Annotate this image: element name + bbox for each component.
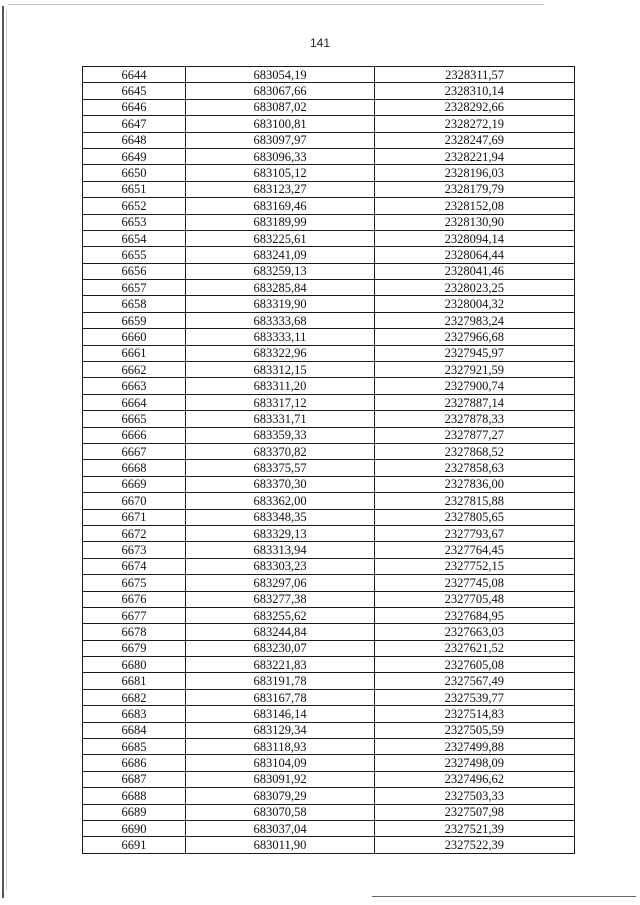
table-row [83,558,575,574]
y-coordinate-cell: 2327921,59 [375,362,575,378]
point-number-cell: 6658 [83,296,186,312]
y-coordinate-cell: 2328179,79 [375,181,575,197]
x-coordinate-cell: 683244,84 [186,624,375,640]
x-coordinate-cell: 683169,46 [186,198,375,214]
point-number-cell: 6646 [83,99,186,115]
x-coordinate-cell: 683118,93 [186,739,375,755]
y-coordinate-cell: 2327752,15 [375,558,575,574]
point-number-cell: 6653 [83,214,186,230]
point-number-cell: 6682 [83,689,186,705]
point-number-cell: 6672 [83,525,186,541]
x-coordinate-cell: 683359,33 [186,427,375,443]
point-number-cell: 6679 [83,640,186,656]
y-coordinate-cell: 2328247,69 [375,132,575,148]
y-coordinate-cell: 2327539,77 [375,689,575,705]
x-coordinate-cell: 683317,12 [186,394,375,410]
point-number-cell: 6660 [83,329,186,345]
point-number-cell: 6644 [83,67,186,83]
table-row [83,99,575,115]
x-coordinate-cell: 683241,09 [186,247,375,263]
point-number-cell: 6690 [83,820,186,836]
x-coordinate-cell: 683123,27 [186,181,375,197]
x-coordinate-cell: 683375,57 [186,460,375,476]
y-coordinate-cell: 2327663,03 [375,624,575,640]
x-coordinate-cell: 683312,15 [186,362,375,378]
x-coordinate-cell: 683322,96 [186,345,375,361]
x-coordinate-cell: 683255,62 [186,607,375,623]
x-coordinate-cell: 683319,90 [186,296,375,312]
y-coordinate-cell: 2327764,45 [375,542,575,558]
x-coordinate-cell: 683259,13 [186,263,375,279]
table-row [83,837,575,853]
x-coordinate-cell: 683230,07 [186,640,375,656]
table-row [83,673,575,689]
point-number-cell: 6673 [83,542,186,558]
table-row [83,509,575,525]
table-row [83,378,575,394]
table-row [83,771,575,787]
point-number-cell: 6665 [83,411,186,427]
table-row [83,345,575,361]
point-number-cell: 6680 [83,657,186,673]
table-row [83,689,575,705]
scan-border-left [2,6,4,898]
x-coordinate-cell: 683070,58 [186,804,375,820]
y-coordinate-cell: 2327745,08 [375,575,575,591]
point-number-cell: 6687 [83,771,186,787]
point-number-cell: 6678 [83,624,186,640]
point-number-cell: 6647 [83,116,186,132]
point-number-cell: 6684 [83,722,186,738]
y-coordinate-cell: 2327900,74 [375,378,575,394]
x-coordinate-cell: 683277,38 [186,591,375,607]
y-coordinate-cell: 2328196,03 [375,165,575,181]
point-number-cell: 6676 [83,591,186,607]
x-coordinate-cell: 683054,19 [186,67,375,83]
table-row [83,214,575,230]
table-row [83,263,575,279]
coordinates-table-body [83,67,575,854]
point-number-cell: 6677 [83,607,186,623]
point-number-cell: 6685 [83,739,186,755]
x-coordinate-cell: 683303,23 [186,558,375,574]
point-number-cell: 6668 [83,460,186,476]
table-row [83,591,575,607]
point-number-cell: 6691 [83,837,186,853]
x-coordinate-cell: 683331,71 [186,411,375,427]
point-number-cell: 6657 [83,280,186,296]
table-row [83,575,575,591]
table-row [83,230,575,246]
x-coordinate-cell: 683079,29 [186,788,375,804]
x-coordinate-cell: 683100,81 [186,116,375,132]
x-coordinate-cell: 683221,83 [186,657,375,673]
table-row [83,706,575,722]
y-coordinate-cell: 2327567,49 [375,673,575,689]
x-coordinate-cell: 683091,92 [186,771,375,787]
y-coordinate-cell: 2327815,88 [375,493,575,509]
table-row [83,624,575,640]
table-row [83,247,575,263]
x-coordinate-cell: 683370,30 [186,476,375,492]
table-row [83,443,575,459]
y-coordinate-cell: 2327498,09 [375,755,575,771]
y-coordinate-cell: 2327496,62 [375,771,575,787]
y-coordinate-cell: 2327684,95 [375,607,575,623]
y-coordinate-cell: 2327514,83 [375,706,575,722]
y-coordinate-cell: 2327793,67 [375,525,575,541]
table-row [83,755,575,771]
table-row [83,280,575,296]
y-coordinate-cell: 2327966,68 [375,329,575,345]
scan-border-top [8,4,544,5]
point-number-cell: 6648 [83,132,186,148]
x-coordinate-cell: 683348,35 [186,509,375,525]
y-coordinate-cell: 2328272,19 [375,116,575,132]
point-number-cell: 6688 [83,788,186,804]
point-number-cell: 6664 [83,394,186,410]
y-coordinate-cell: 2327983,24 [375,312,575,328]
y-coordinate-cell: 2327499,88 [375,739,575,755]
x-coordinate-cell: 683097,97 [186,132,375,148]
table-row [83,460,575,476]
table-row [83,181,575,197]
table-row [83,640,575,656]
point-number-cell: 6659 [83,312,186,328]
y-coordinate-cell: 2327503,33 [375,788,575,804]
point-number-cell: 6675 [83,575,186,591]
x-coordinate-cell: 683313,94 [186,542,375,558]
table-row [83,329,575,345]
y-coordinate-cell: 2327878,33 [375,411,575,427]
x-coordinate-cell: 683129,34 [186,722,375,738]
table-row [83,542,575,558]
point-number-cell: 6663 [83,378,186,394]
point-number-cell: 6655 [83,247,186,263]
x-coordinate-cell: 683285,84 [186,280,375,296]
table-row [83,132,575,148]
point-number-cell: 6649 [83,148,186,164]
table-row [83,83,575,99]
y-coordinate-cell: 2328221,94 [375,148,575,164]
table-row [83,722,575,738]
y-coordinate-cell: 2327805,65 [375,509,575,525]
x-coordinate-cell: 683362,00 [186,493,375,509]
y-coordinate-cell: 2328023,25 [375,280,575,296]
page-number: 141 [309,36,331,50]
point-number-cell: 6674 [83,558,186,574]
table-row [83,607,575,623]
x-coordinate-cell: 683167,78 [186,689,375,705]
point-number-cell: 6662 [83,362,186,378]
y-coordinate-cell: 2327877,27 [375,427,575,443]
x-coordinate-cell: 683067,66 [186,83,375,99]
table-row [83,788,575,804]
point-number-cell: 6689 [83,804,186,820]
x-coordinate-cell: 683333,11 [186,329,375,345]
point-number-cell: 6671 [83,509,186,525]
y-coordinate-cell: 2327522,39 [375,837,575,853]
point-number-cell: 6651 [83,181,186,197]
y-coordinate-cell: 2328311,57 [375,67,575,83]
x-coordinate-cell: 683096,33 [186,148,375,164]
x-coordinate-cell: 683104,09 [186,755,375,771]
y-coordinate-cell: 2328130,90 [375,214,575,230]
y-coordinate-cell: 2327868,52 [375,443,575,459]
x-coordinate-cell: 683311,20 [186,378,375,394]
table-row [83,525,575,541]
x-coordinate-cell: 683370,82 [186,443,375,459]
x-coordinate-cell: 683225,61 [186,230,375,246]
y-coordinate-cell: 2328292,66 [375,99,575,115]
table-row [83,362,575,378]
y-coordinate-cell: 2327605,08 [375,657,575,673]
x-coordinate-cell: 683333,68 [186,312,375,328]
y-coordinate-cell: 2327705,48 [375,591,575,607]
point-number-cell: 6681 [83,673,186,689]
point-number-cell: 6650 [83,165,186,181]
table-row [83,312,575,328]
y-coordinate-cell: 2327507,98 [375,804,575,820]
table-row [83,394,575,410]
table-row [83,476,575,492]
y-coordinate-cell: 2327945,97 [375,345,575,361]
y-coordinate-cell: 2327621,52 [375,640,575,656]
x-coordinate-cell: 683329,13 [186,525,375,541]
y-coordinate-cell: 2327505,59 [375,722,575,738]
table-row [83,820,575,836]
table-row [83,411,575,427]
point-number-cell: 6656 [83,263,186,279]
y-coordinate-cell: 2328310,14 [375,83,575,99]
y-coordinate-cell: 2327836,00 [375,476,575,492]
y-coordinate-cell: 2327887,14 [375,394,575,410]
x-coordinate-cell: 683087,02 [186,99,375,115]
table-row [83,165,575,181]
point-number-cell: 6661 [83,345,186,361]
point-number-cell: 6652 [83,198,186,214]
y-coordinate-cell: 2328064,44 [375,247,575,263]
table-row [83,427,575,443]
point-number-cell: 6686 [83,755,186,771]
table-row [83,148,575,164]
point-number-cell: 6666 [83,427,186,443]
x-coordinate-cell: 683191,78 [186,673,375,689]
y-coordinate-cell: 2328152,08 [375,198,575,214]
x-coordinate-cell: 683037,04 [186,820,375,836]
coordinates-table [82,66,575,854]
point-number-cell: 6645 [83,83,186,99]
point-number-cell: 6683 [83,706,186,722]
table-row [83,739,575,755]
y-coordinate-cell: 2327521,39 [375,820,575,836]
y-coordinate-cell: 2328004,32 [375,296,575,312]
x-coordinate-cell: 683105,12 [186,165,375,181]
scan-border-bottom [372,896,636,897]
table-row [83,198,575,214]
x-coordinate-cell: 683189,99 [186,214,375,230]
table-row [83,67,575,83]
table-row [83,116,575,132]
table-row [83,296,575,312]
y-coordinate-cell: 2328094,14 [375,230,575,246]
table-row [83,657,575,673]
point-number-cell: 6669 [83,476,186,492]
scan-border-left-inner [6,10,7,890]
point-number-cell: 6670 [83,493,186,509]
table-row [83,804,575,820]
y-coordinate-cell: 2327858,63 [375,460,575,476]
x-coordinate-cell: 683297,06 [186,575,375,591]
x-coordinate-cell: 683011,90 [186,837,375,853]
point-number-cell: 6667 [83,443,186,459]
x-coordinate-cell: 683146,14 [186,706,375,722]
table-row [83,493,575,509]
point-number-cell: 6654 [83,230,186,246]
y-coordinate-cell: 2328041,46 [375,263,575,279]
